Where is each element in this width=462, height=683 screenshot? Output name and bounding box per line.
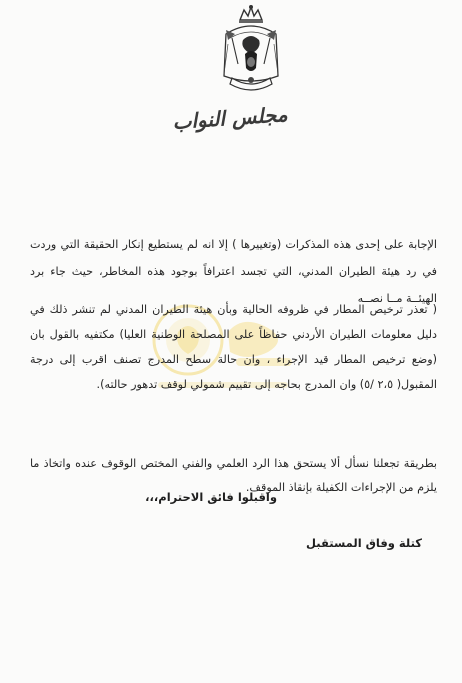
jordan-coat-of-arms-icon: [218, 4, 284, 96]
paragraph-3: بطريقة تجعلنا نسأل ألا يستحق هذا الرد العلمي والفني المختص الوقوف عنده واتخاذ ما يلزم من الإجراءات الكفيلة بإنقاذ الموقف.: [30, 457, 437, 494]
paragraph-1: الإجابة على إحدى هذه المذكرات (وتغييرها ) إلا انه لم يستطيع إنكار الحقيقة التي وردت في رد هيئة الطيران المدني، التي تجسد اعترافاً بوجود هذه المخاطر، حيث جاء برد الهيئــة مــا نصــه: [30, 238, 437, 305]
council-name-signature: مجلس النواب: [171, 102, 289, 134]
signatory-name: كتلة وفاق المستقبل: [306, 536, 422, 550]
closing-line: واقبلوا فائق الاحترام،،،: [145, 490, 277, 504]
paragraph-2: ( تعذر ترخيص المطار في ظروفه الحالية وبأن هيئة الطيران المدني لم تنشر ذلك في دليل معلومات الطيران الأردني حفاظاً على المصلحة الوطنية العليا) مكتفيه بالقول بان (وضع ترخيص المطار قيد الإجراء ، وان حالة سطح المدرج تصنف اقرب إلى درجة المقبول( ٢،٥ /٥) وان المدرج بحاجه إلى تقييم شمولي لوقف تدهور حالته).: [30, 303, 437, 391]
